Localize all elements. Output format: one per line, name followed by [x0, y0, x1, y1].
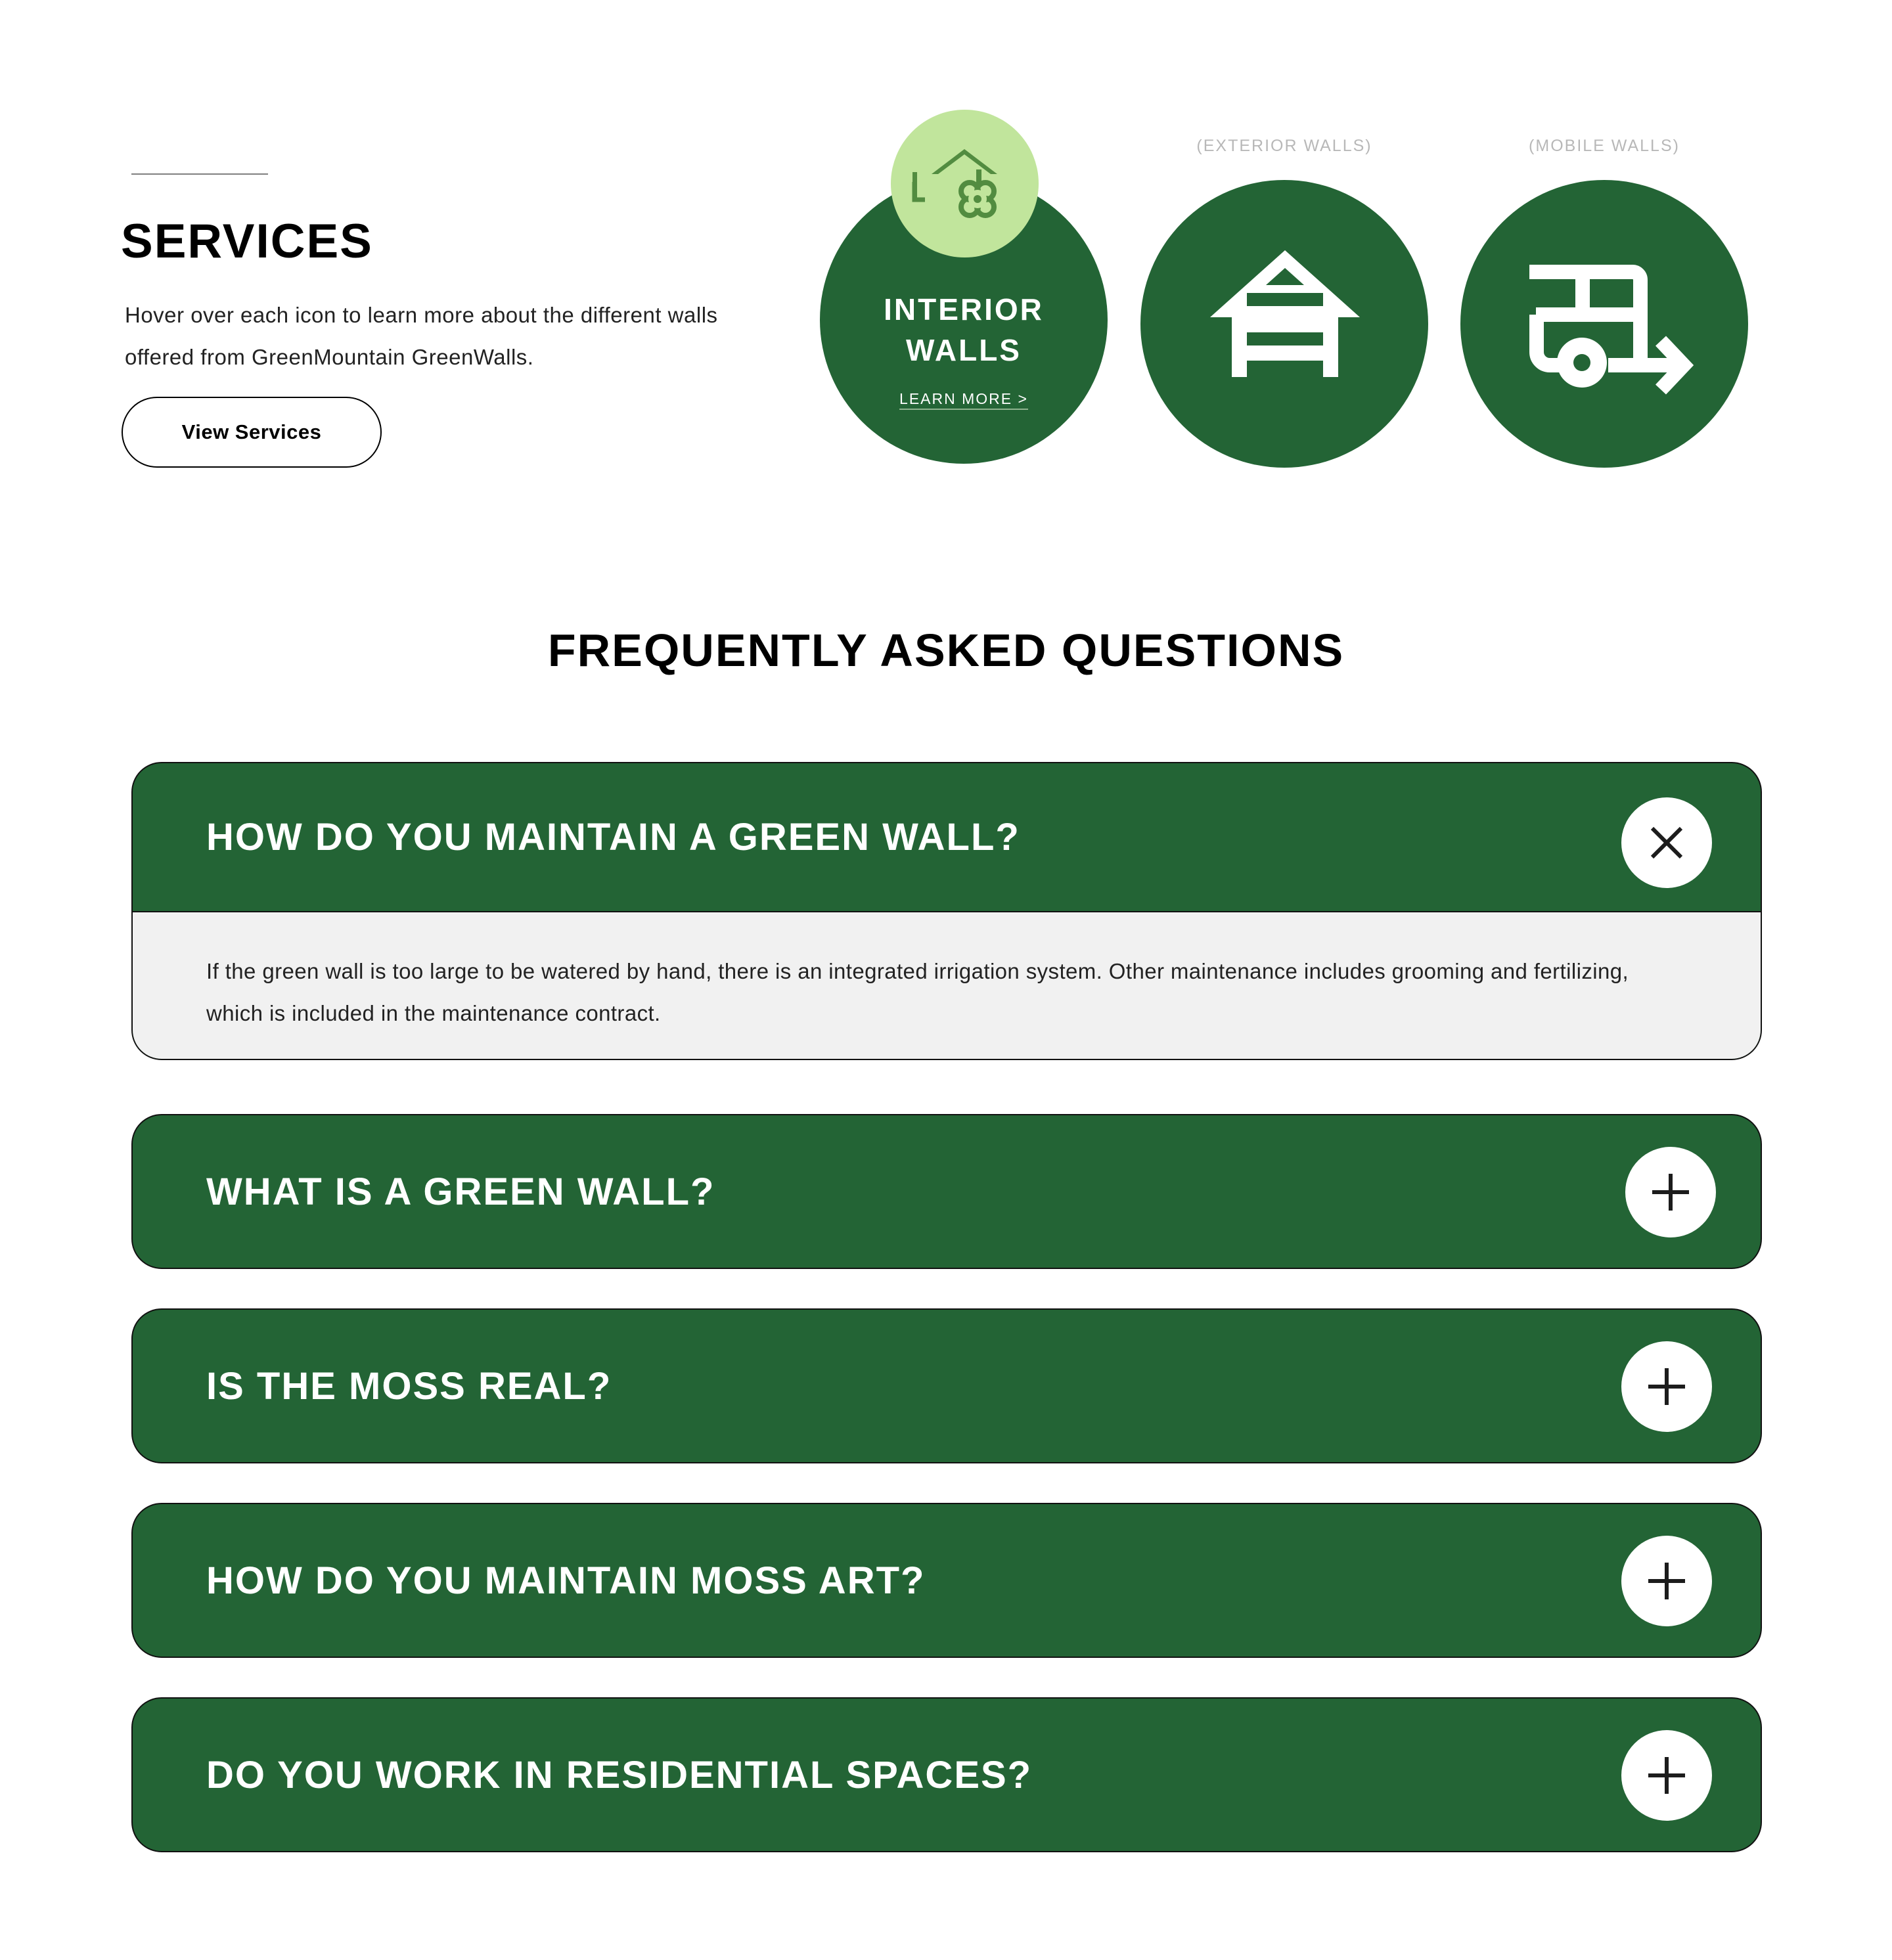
service-title: [820, 289, 1108, 370]
view-services-button[interactable]: View Services: [122, 397, 382, 468]
service-exterior-walls[interactable]: [1140, 180, 1428, 468]
faq-answer: If the green wall is too large to be watered by hand, there is an integrated irrigation system. Other maintenance includes grooming and fertilizing, which is included in the maintenance contract.: [206, 959, 1629, 1025]
expand-button[interactable]: [1621, 1730, 1712, 1821]
faq-item: [131, 762, 1762, 1060]
exterior-walls-label: (EXTERIOR WALLS): [1196, 137, 1372, 155]
faq-question-header[interactable]: [133, 763, 1761, 911]
expand-button[interactable]: [1621, 1341, 1712, 1432]
decorative-rule: [131, 173, 268, 175]
service-title-line1: INTERIOR: [884, 292, 1044, 326]
faq-heading: FREQUENTLY ASKED QUESTIONS: [547, 625, 1345, 676]
faq-item: [131, 1308, 1762, 1463]
faq-question-header[interactable]: [133, 1310, 1761, 1463]
faq-question-header[interactable]: [133, 1504, 1761, 1657]
faq-item: [131, 1503, 1762, 1658]
faq-item: [131, 1697, 1762, 1852]
mobile-walls-label: (MOBILE WALLS): [1529, 137, 1680, 155]
learn-more-wrap: [820, 390, 1108, 408]
interior-walls-badge: [891, 110, 1039, 257]
faq-question-header[interactable]: [133, 1699, 1761, 1852]
house-ladder-icon: [1140, 180, 1428, 468]
learn-more-link[interactable]: LEARN MORE >: [899, 390, 1028, 410]
house-flower-icon: [891, 110, 1039, 257]
service-title-line2: WALLS: [906, 333, 1022, 367]
expand-button[interactable]: [1625, 1147, 1716, 1237]
services-description: Hover over each icon to learn more about the different walls offered from GreenMountain GreenWalls.: [125, 303, 718, 369]
faq-question: DO YOU WORK IN RESIDENTIAL SPACES?: [206, 1754, 1033, 1796]
faq-question: IS THE MOSS REAL?: [206, 1365, 612, 1408]
plus-icon: [1650, 1171, 1692, 1213]
trailer-arrow-icon: [1460, 180, 1748, 468]
faq-item: [131, 1114, 1762, 1269]
faq-answer-panel: [133, 911, 1761, 1059]
faq-question: HOW DO YOU MAINTAIN MOSS ART?: [206, 1559, 926, 1602]
plus-icon: [1646, 1754, 1688, 1796]
collapse-button[interactable]: [1621, 797, 1712, 888]
plus-icon: [1646, 1560, 1688, 1602]
close-icon: [1647, 823, 1686, 862]
services-heading: SERVICES: [121, 215, 373, 268]
service-mobile-walls[interactable]: [1460, 180, 1748, 468]
faq-question: WHAT IS A GREEN WALL?: [206, 1170, 715, 1213]
faq-question: HOW DO YOU MAINTAIN A GREEN WALL?: [206, 816, 1020, 858]
plus-icon: [1646, 1366, 1688, 1408]
faq-question-header[interactable]: [133, 1115, 1761, 1268]
expand-button[interactable]: [1621, 1536, 1712, 1626]
